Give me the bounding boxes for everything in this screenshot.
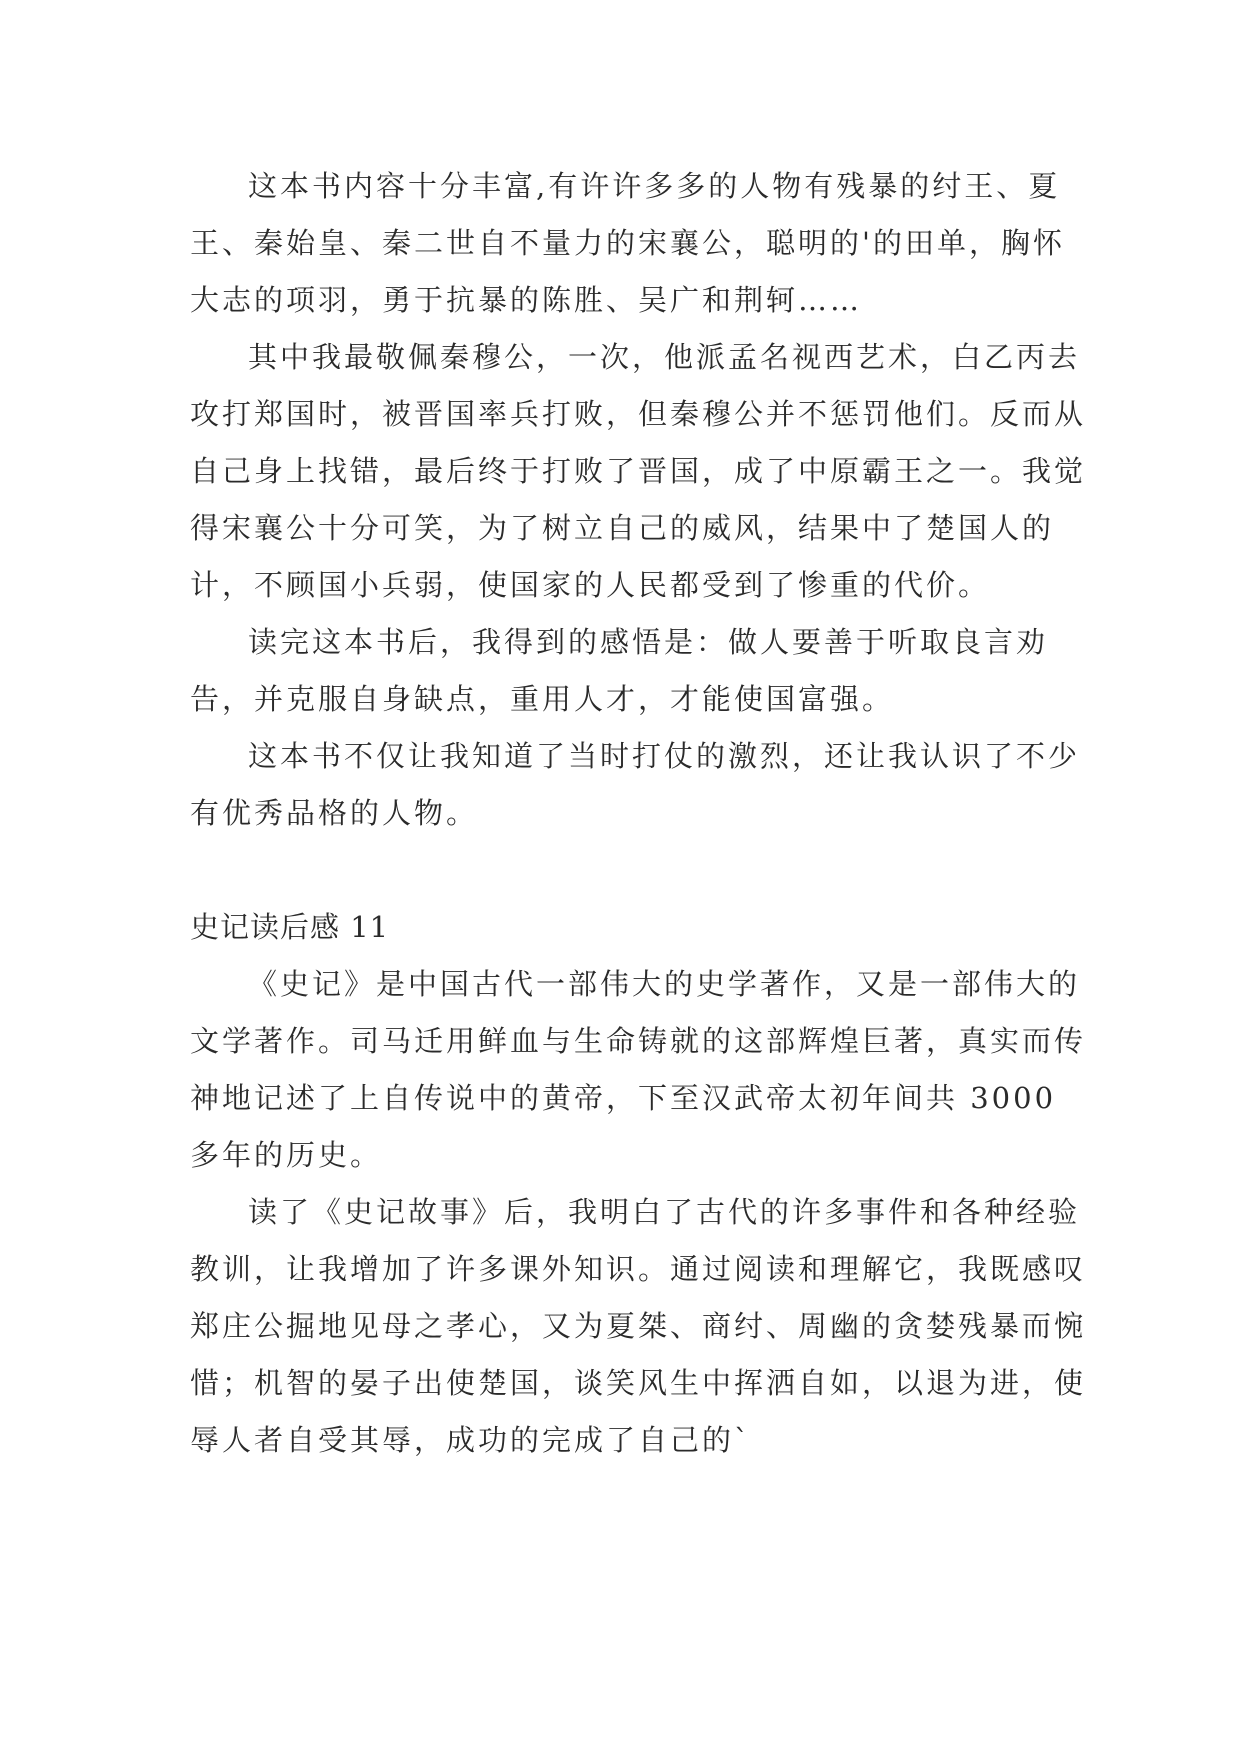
paragraph: 这本书不仅让我知道了当时打仗的激烈，还让我认识了不少有优秀品格的人物。	[190, 739, 1081, 830]
paragraph: 读完这本书后，我得到的感悟是：做人要善于听取良言劝告，并克服自身缺点，重用人才，才能使国富强。	[190, 625, 1049, 716]
paragraph: 读了《史记故事》后，我明白了古代的许多事件和各种经验教训，让我增加了许多课外知识。通过阅读和理解它，我既感叹郑庄公掘地见母之孝心，又为夏桀、商纣、周幽的贪婪残暴而惋惜；机智的晏子出使楚国，谈笑风生中挥洒自如，以退为进，使辱人者自受其辱，成功的完成了自己的`	[190, 1195, 1087, 1457]
paragraph: 这本书内容十分丰富,有许许多多的人物有残暴的纣王、夏王、秦始皇、秦二世自不量力的宋襄公，聪明的'的田单，胸怀大志的项羽，勇于抗暴的陈胜、吴广和荆轲……	[190, 169, 1065, 317]
paragraph: 其中我最敬佩秦穆公，一次，他派孟名视西艺术，白乙丙去攻打郑国时，被晋国率兵打败，但秦穆公并不惩罚他们。反而从自己身上找错，最后终于打败了晋国，成了中原霸王之一。我觉得宋襄公十分可笑，为了树立自己的威风，结果中了楚国人的计，不顾国小兵弱，使国家的人民都受到了惨重的代价。	[190, 340, 1087, 602]
section-heading: 史记读后感 11	[190, 910, 390, 944]
paragraph: 《史记》是中国古代一部伟大的史学著作，又是一部伟大的文学著作。司马迁用鲜血与生命铸就的这部辉煌巨著，真实而传神地记述了上自传说中的黄帝，下至汉武帝太初年间共 3000 多年的历史。	[190, 967, 1087, 1172]
document-body	[190, 158, 1090, 1469]
